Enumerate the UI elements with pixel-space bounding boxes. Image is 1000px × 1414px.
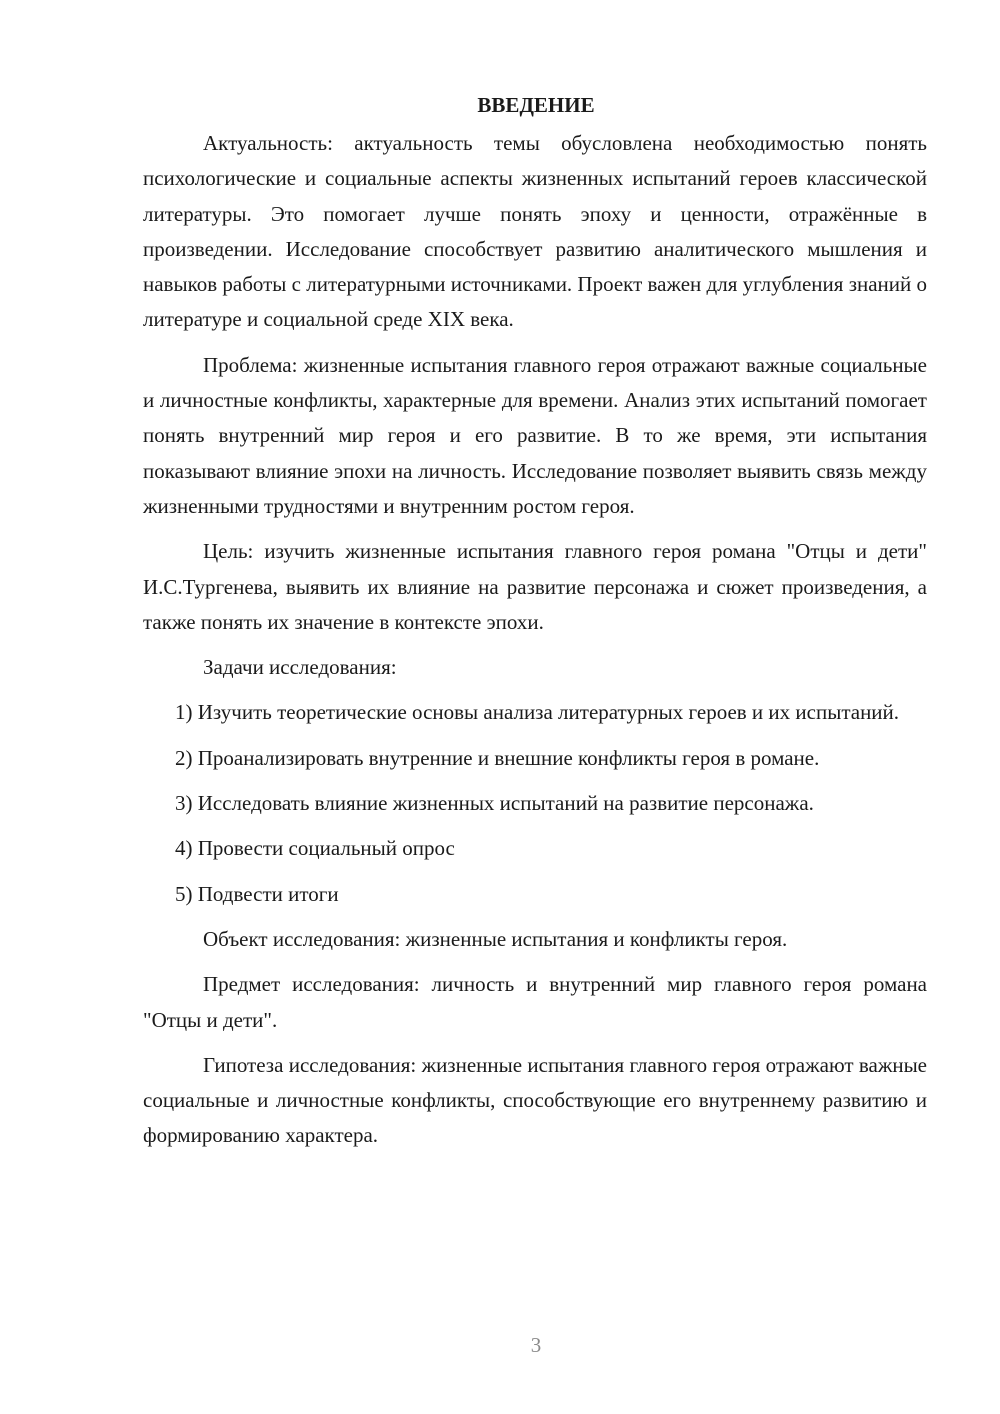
subject-paragraph: Предмет исследования: личность и внутренний мир главного героя романа "Отцы и дети". [143,972,927,1032]
task-item-3: 3) Исследовать влияние жизненных испытаний на развитие персонажа. [175,791,814,816]
task-item-2: 2) Проанализировать внутренние и внешние конфликты героя в романе. [175,745,820,770]
hypothesis-paragraph: Гипотеза исследования: жизненные испытания главного героя отражают важные социальные и личностные конфликты, способствующие его внутреннему развитию и формированию характера. [143,1052,927,1148]
document-page [143,90,927,1164]
tasks-title: Задачи исследования: [203,655,397,680]
relevance-paragraph: Актуальность: актуальность темы обусловлена необходимостью понять психологические и социальные аспекты жизненных испытаний героев классической литературы. Это помогает лучше понять эпоху и ценности, отражённые в произведении. Исследование способствует развитию аналитического мышления и навыков работы с литературными источниками. Проект важен для углубления знаний о литературе и социальной среде XIX века. [143,131,928,332]
problem-paragraph: Проблема: жизненные испытания главного героя отражают важные социальные и личностные конфликты, характерные для времени. Анализ этих испытаний помогает понять внутренний мир героя и его развитие. В то же время, эти испытания показывают влияние эпохи на личность. Исследование позволяет выявить связь между жизненными трудностями и внутренним ростом героя. [143,352,927,518]
section-heading: ВВЕДЕНИЕ [477,93,595,117]
task-item-4: 4) Провести социальный опрос [175,836,455,861]
page-number: 3 [530,1333,542,1357]
object-paragraph: Объект исследования: жизненные испытания и конфликты героя. [203,926,788,951]
task-item-5: 5) Подвести итоги [175,881,339,906]
task-item-1: 1) Изучить теоретические основы анализа литературных героев и их испытаний. [175,700,900,725]
goal-paragraph: Цель: изучить жизненные испытания главного героя романа "Отцы и дети" И.С.Тургенева, выявить их влияние на развитие персонажа и сюжет произведения, а также понять их значение в контексте эпохи. [143,539,927,634]
